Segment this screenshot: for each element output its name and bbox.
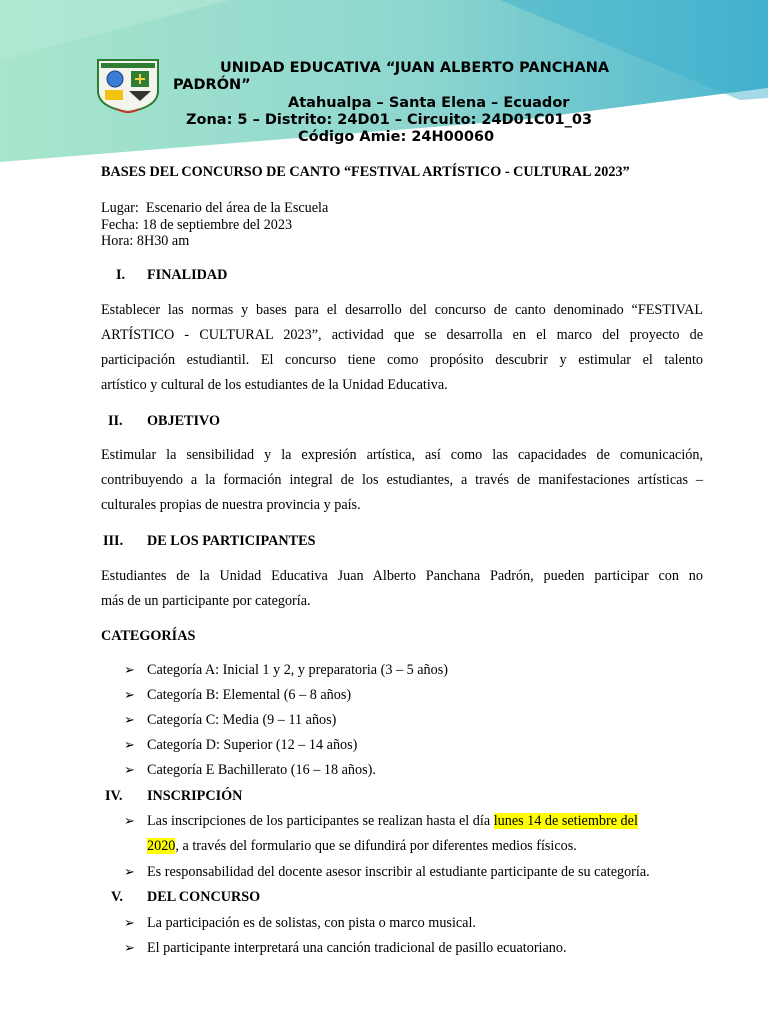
category-item: Categoría E Bachillerato (16 – 18 años).: [147, 762, 376, 778]
school-location: Atahualpa – Santa Elena – Ecuador: [288, 95, 570, 111]
section-3-body: [101, 564, 703, 614]
section-5-number: V.: [111, 889, 123, 905]
arrow-bullet-icon: ➢: [124, 915, 135, 930]
category-item: Categoría C: Media (9 – 11 años): [147, 712, 337, 728]
paragraph-line: Estimular la sensibilidad y la expresión artística, así como las capacidades de comunicación,: [101, 447, 703, 463]
paragraph-line: participación estudiantil. El concurso tiene como propósito descubrir y estimular el talento: [101, 352, 703, 368]
paragraph-line: Estudiantes de la Unidad Educativa Juan Alberto Panchana Padrón, pueden participar con no: [101, 568, 703, 584]
paragraph-line: ARTÍSTICO - CULTURAL 2023”, actividad que se desarrolla en el marco del proyecto de: [101, 327, 703, 343]
section-1-title: FINALIDAD: [147, 267, 228, 283]
event-info: [101, 200, 328, 250]
section-5-title: DEL CONCURSO: [147, 889, 261, 905]
event-place: Lugar: Escenario del área de la Escuela: [101, 200, 329, 216]
school-shield-logo: [95, 57, 161, 113]
event-time: Hora: 8H30 am: [101, 233, 190, 249]
contest-rule-item: La participación es de solistas, con pista o marco musical.: [147, 915, 476, 931]
school-name-line1: UNIDAD EDUCATIVA “JUAN ALBERTO PANCHANA: [220, 60, 610, 76]
section-2-body: [101, 443, 703, 518]
paragraph-line: culturales propias de nuestra provincia y país.: [101, 497, 361, 513]
arrow-bullet-icon: ➢: [124, 662, 135, 677]
arrow-bullet-icon: ➢: [124, 940, 135, 955]
paragraph-line: Establecer las normas y bases para el desarrollo del concurso de canto denominado “FESTIVAL: [101, 302, 703, 318]
highlighted-year: 2020: [147, 838, 176, 854]
section-3-number: III.: [103, 533, 124, 549]
inscription-item-2: Es responsabilidad del docente asesor inscribir al estudiante participante de su categoría.: [147, 864, 650, 880]
inscription-text: Las inscripciones de los participantes se realizan hasta el día: [147, 813, 494, 829]
highlighted-date: lunes 14 de setiembre del: [493, 813, 638, 829]
inscription-item-1-line2: [147, 838, 577, 855]
document-title: BASES DEL CONCURSO DE CANTO “FESTIVAL ARTÍSTICO - CULTURAL 2023”: [101, 164, 630, 180]
arrow-bullet-icon: ➢: [124, 762, 135, 777]
categories-title: CATEGORÍAS: [101, 628, 196, 644]
paragraph-line: más de un participante por categoría.: [101, 593, 311, 609]
section-2-number: II.: [108, 413, 123, 429]
section-4-title: INSCRIPCIÓN: [147, 788, 243, 804]
inscription-text: , a través del formulario que se difundirá por diferentes medios físicos.: [175, 838, 577, 854]
section-1-body: [101, 298, 703, 398]
section-4-number: IV.: [105, 788, 123, 804]
school-zone: Zona: 5 – Distrito: 24D01 – Circuito: 24D01C01_03: [186, 112, 593, 128]
arrow-bullet-icon: ➢: [124, 687, 135, 702]
arrow-bullet-icon: ➢: [124, 813, 135, 828]
section-2-title: OBJETIVO: [147, 413, 221, 429]
paragraph-line: contribuyendo a la formación integral de los estudiantes, a través de manifestaciones artísticas –: [101, 472, 703, 488]
arrow-bullet-icon: ➢: [124, 737, 135, 752]
section-3-title: DE LOS PARTICIPANTES: [147, 533, 316, 549]
category-item: Categoría A: Inicial 1 y 2, y preparatoria (3 – 5 años): [147, 662, 448, 678]
section-1-number: I.: [116, 267, 126, 283]
category-item: Categoría B: Elemental (6 – 8 años): [147, 687, 352, 703]
paragraph-line: artístico y cultural de los estudiantes de la Unidad Educativa.: [101, 377, 448, 393]
school-amie-code: Código Amie: 24H00060: [298, 129, 495, 145]
event-date: Fecha: 18 de septiembre del 2023: [101, 216, 293, 233]
inscription-item-1-line1: [147, 813, 638, 830]
arrow-bullet-icon: ➢: [124, 712, 135, 727]
contest-rule-item: El participante interpretará una canción tradicional de pasillo ecuatoriano.: [147, 940, 567, 956]
category-item: Categoría D: Superior (12 – 14 años): [147, 737, 358, 753]
school-name-line2: PADRÓN”: [173, 77, 251, 93]
arrow-bullet-icon: ➢: [124, 864, 135, 879]
